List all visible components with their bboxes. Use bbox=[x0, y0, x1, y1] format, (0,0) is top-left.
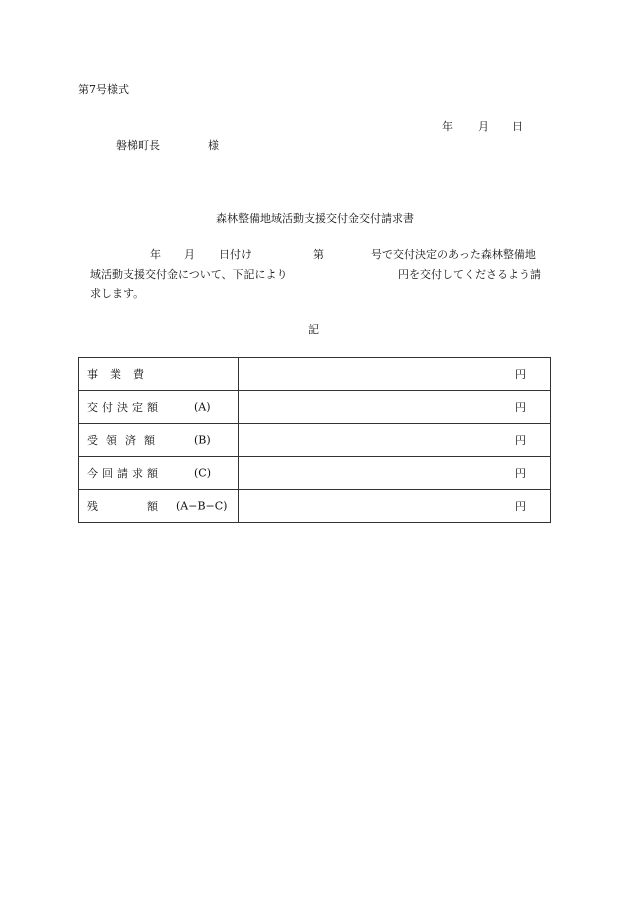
row-code: (C) bbox=[194, 466, 211, 480]
table-row bbox=[79, 391, 551, 424]
table-row bbox=[79, 424, 551, 457]
date-month-label: 月 bbox=[478, 120, 489, 133]
form-number: 第7号様式 bbox=[78, 83, 129, 96]
table-row bbox=[79, 457, 551, 490]
body-line2-text: 域活動支援交付金について、下記により bbox=[90, 268, 288, 281]
ki-heading: 記 bbox=[308, 323, 319, 336]
body-line2-amount-text: 円を交付してくださるよう請 bbox=[398, 268, 541, 281]
yen-unit: 円 bbox=[515, 401, 526, 414]
current-request-amount-label: 今回請求額 bbox=[87, 467, 162, 480]
body-line3-text: 求します。 bbox=[90, 287, 145, 300]
table-row bbox=[79, 358, 551, 391]
body-dated-label: 日付け bbox=[219, 248, 252, 261]
row-label-cell bbox=[79, 358, 239, 391]
body-line1-text: 号で交付決定のあった森林整備地 bbox=[371, 248, 536, 261]
project-cost-value-cell bbox=[239, 358, 551, 391]
row-label-cell bbox=[79, 391, 239, 424]
body-month-label: 月 bbox=[184, 248, 195, 261]
row-label-cell bbox=[79, 424, 239, 457]
grant-decision-value-cell bbox=[239, 391, 551, 424]
grant-decision-amount-label: 交付決定額 bbox=[87, 401, 162, 414]
row-code: (A) bbox=[194, 400, 211, 414]
yen-unit: 円 bbox=[515, 434, 526, 447]
table-row bbox=[79, 490, 551, 523]
yen-unit: 円 bbox=[515, 467, 526, 480]
received-amount-label: 受領済額 bbox=[87, 434, 163, 447]
date-day-label: 日 bbox=[512, 120, 523, 133]
balance-label-second: 額 bbox=[147, 500, 158, 513]
addressee-honorific: 様 bbox=[208, 139, 219, 152]
yen-unit: 円 bbox=[515, 368, 526, 381]
balance-value-cell bbox=[239, 490, 551, 523]
row-code: (B) bbox=[194, 433, 211, 447]
project-cost-label: 事業費 bbox=[87, 368, 156, 381]
body-year-label: 年 bbox=[150, 248, 161, 261]
body-number-prefix: 第 bbox=[313, 248, 324, 261]
document-title: 森林整備地域活動支援交付金交付請求書 bbox=[216, 212, 414, 225]
addressee-name: 磐梯町長 bbox=[116, 139, 160, 152]
yen-unit: 円 bbox=[515, 500, 526, 513]
row-code: (A−B−C) bbox=[176, 499, 228, 513]
date-year-label: 年 bbox=[442, 120, 453, 133]
amounts-table bbox=[78, 357, 551, 523]
row-label-cell bbox=[79, 490, 239, 523]
current-request-value-cell bbox=[239, 457, 551, 490]
received-value-cell bbox=[239, 424, 551, 457]
row-label-cell bbox=[79, 457, 239, 490]
balance-label-first: 残 bbox=[87, 500, 98, 513]
